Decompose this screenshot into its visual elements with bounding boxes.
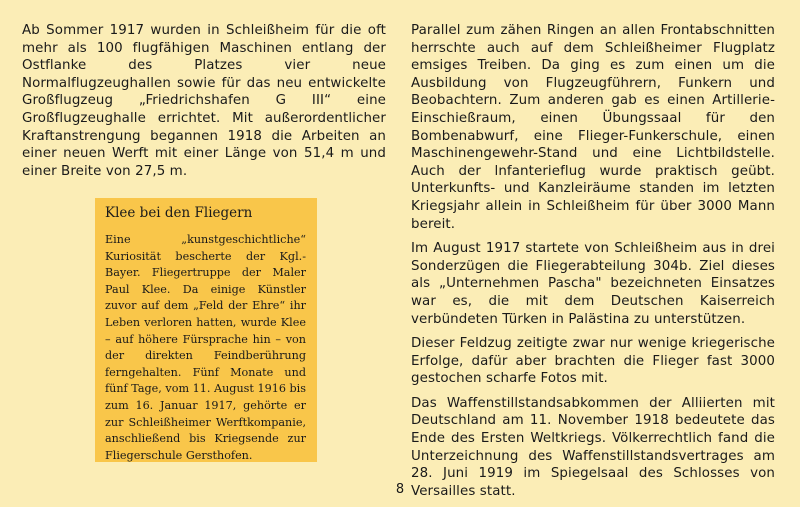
right-paragraph-3: Dieser Feldzug zeitigte zwar nur wenige kriegerische Erfolge, dafür aber brachten die Flieger fast 3000 gestochen scharfe Fotos mit. bbox=[411, 336, 775, 387]
right-paragraph-2: Im August 1917 startete von Schleißheim aus in drei Sonderzügen die Fliegerabteilung 304b. Ziel dieses als „Unternehmen Pascha" bezeichneten Einsatzes war es, die mit dem Deutschen Kaiserreich verbündeten Türken in Palästina zu unterstützen. bbox=[411, 241, 775, 327]
page-number: 8 bbox=[395, 482, 405, 497]
left-column bbox=[22, 22, 386, 187]
sidebar-text: Eine „kunstgeschichtliche“ Kuriosität bescherte der Kgl.-Bayer. Fliegertruppe der Maler Paul Klee. Da einige Künstler zuvor auf dem „Feld der Ehre“ ihr Leben verloren hatten, wurde Klee – auf höhere Fürsprache hin – von der direkten Feindberührung ferngehalten. Fünf Monate und fünf Tage, vom 11. August 1916 bis zum 16. Januar 1917, gehörte er zur Schleißheimer Werftkompanie, anschließend bis Kriegsende zur Fliegerschule Gersthofen. bbox=[105, 233, 306, 462]
right-paragraph-4: Das Waffenstillstandsabkommen der Alliierten mit Deutschland am 11. November 1918 bedeutete das Ende des Ersten Weltkriegs. Völkerrechtlich fand die Unterzeichnung des Waffenstillstandsvertrages am 28. Juni 1919 im Spiegelsaal des Schlosses von Versailles statt. bbox=[411, 395, 775, 499]
right-column bbox=[411, 22, 775, 507]
sidebar-title: Klee bei den Fliegern bbox=[105, 205, 253, 221]
right-paragraph-1: Parallel zum zähen Ringen an allen Frontabschnitten herrschte auch auf dem Schleißheimer Flugplatz emsiges Treiben. Da ging es zum einen um die Ausbildung von Flugzeugführern, Funkern und Beobachtern. Zum anderen gab es einen Artillerie-Einschießraum, einen Übungssaal für den Bombenabwurf, eine Flieger-Funkerschule, einen Maschinengewehr-Stand und eine Lichtbildstelle. Auch der lnfanterieflug wurde praktisch geübt. Unterkunfts- und Kanzleiräume standen im letzten Kriegsjahr allein in Schleißheim für über 3000 Mann bereit. bbox=[411, 23, 775, 232]
sidebar-box bbox=[95, 198, 317, 462]
left-paragraph: Ab Sommer 1917 wurden in Schleißheim für die oft mehr als 100 flugfähigen Maschinen entlang der Ostflanke des Platzes vier neue Normalflugzeughallen sowie für das neu entwickelte Großflugzeug „Friedrichshafen G III“ eine Großflugzeughalle errichtet. Mit außerordentlicher Kraftanstrengung begannen 1918 die Arbeiten an einer neuen Werft mit einer Länge von 51,4 m und einer Breite von 27,5 m. bbox=[22, 23, 386, 179]
